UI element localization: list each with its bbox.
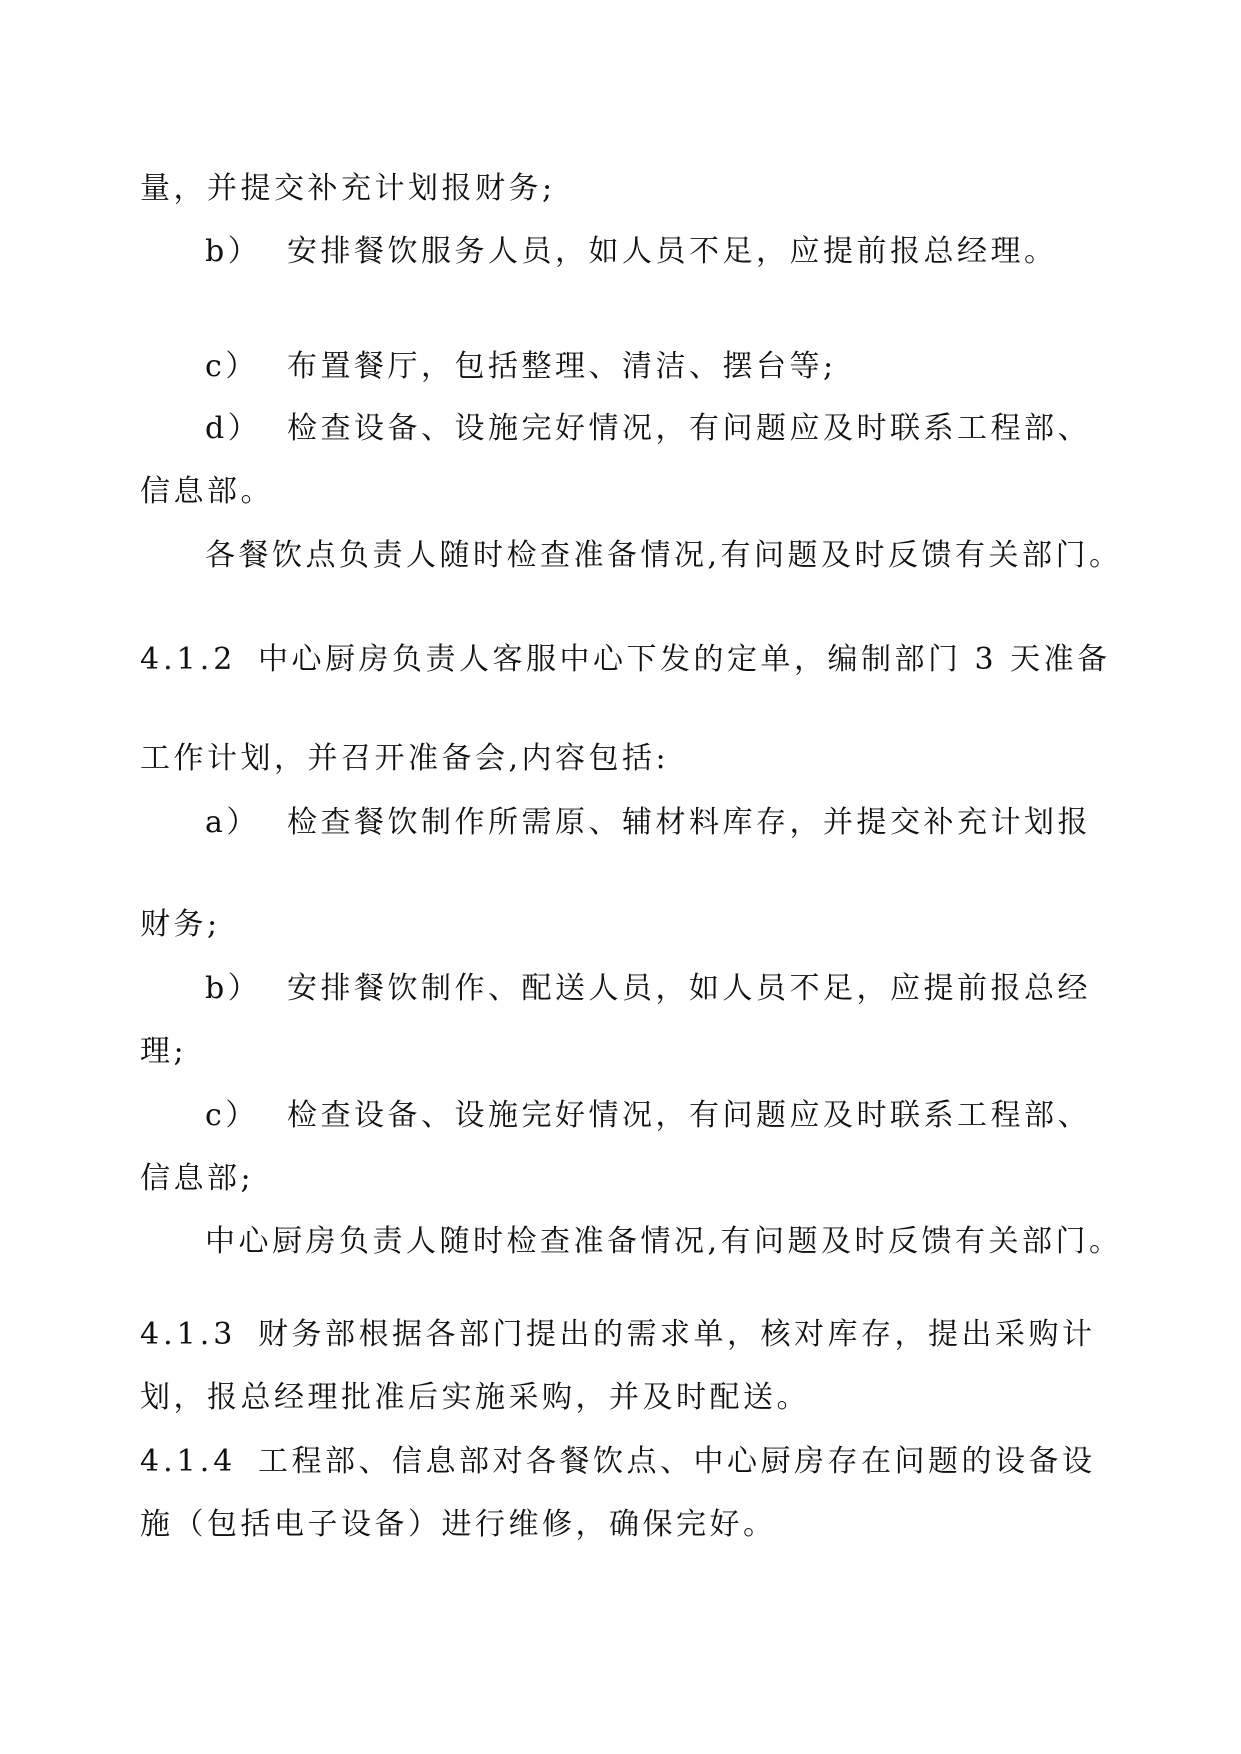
list-item [205, 348, 837, 386]
section-number: 4.1.4 [140, 1444, 237, 1479]
text-line [140, 1160, 254, 1198]
line-text: 信息部。 [140, 474, 274, 509]
section-text: 工程部、信息部对各餐饮点、中心厨房存在问题的设备设 [258, 1444, 1096, 1479]
list-item [205, 233, 1058, 271]
list-label: d） [205, 411, 262, 446]
text-line [140, 1379, 810, 1417]
list-text: 安排餐饮服务人员，如人员不足，应提前报总经理。 [287, 234, 1058, 269]
list-item [205, 410, 1091, 448]
text-line [140, 170, 556, 208]
text-line [140, 740, 669, 778]
section-item [140, 1316, 1096, 1354]
list-label: c） [205, 349, 259, 384]
list-label: a） [205, 805, 260, 840]
line-text: 施（包括电子设备）进行维修，确保完好。 [140, 1507, 777, 1542]
list-text: 检查餐饮制作所需原、辅材料库存，并提交补充计划报 [287, 805, 1091, 840]
text-line [140, 1506, 777, 1544]
section-item [140, 1443, 1096, 1481]
line-text: 工作计划，并召开准备会,内容包括: [140, 741, 670, 776]
section-text: 中心厨房负责人客服中心下发的定单，编制部门 3 天准备 [258, 642, 1111, 677]
paragraph [205, 537, 1123, 575]
list-item [205, 970, 1091, 1008]
list-text: 检查设备、设施完好情况，有问题应及时联系工程部、 [287, 411, 1091, 446]
list-text: 布置餐厅，包括整理、清洁、摆台等; [287, 349, 837, 384]
list-label: b） [205, 971, 262, 1006]
paragraph [205, 1223, 1123, 1261]
line-text: 理; [140, 1034, 188, 1069]
line-text: 量，并提交补充计划报财务; [140, 171, 556, 206]
list-item [205, 804, 1091, 842]
line-text: 财务; [140, 907, 221, 942]
text-line [140, 906, 221, 944]
paragraph-text: 中心厨房负责人随时检查准备情况,有问题及时反馈有关部门。 [205, 1224, 1123, 1259]
list-text: 安排餐饮制作、配送人员，如人员不足，应提前报总经 [287, 971, 1091, 1006]
list-label: b） [205, 234, 262, 269]
section-number: 4.1.3 [140, 1317, 237, 1352]
section-item [140, 641, 1111, 679]
line-text: 信息部; [140, 1161, 255, 1196]
paragraph-text: 各餐饮点负责人随时检查准备情况,有问题及时反馈有关部门。 [205, 538, 1123, 573]
text-line [140, 473, 274, 511]
section-text: 财务部根据各部门提出的需求单，核对库存，提出采购计 [258, 1317, 1096, 1352]
section-number: 4.1.2 [140, 642, 237, 677]
list-text: 检查设备、设施完好情况，有问题应及时联系工程部、 [287, 1098, 1091, 1133]
list-item [205, 1097, 1091, 1135]
list-label: c） [205, 1098, 259, 1133]
line-text: 划，报总经理批准后实施采购，并及时配送。 [140, 1380, 810, 1415]
text-line [140, 1033, 187, 1071]
